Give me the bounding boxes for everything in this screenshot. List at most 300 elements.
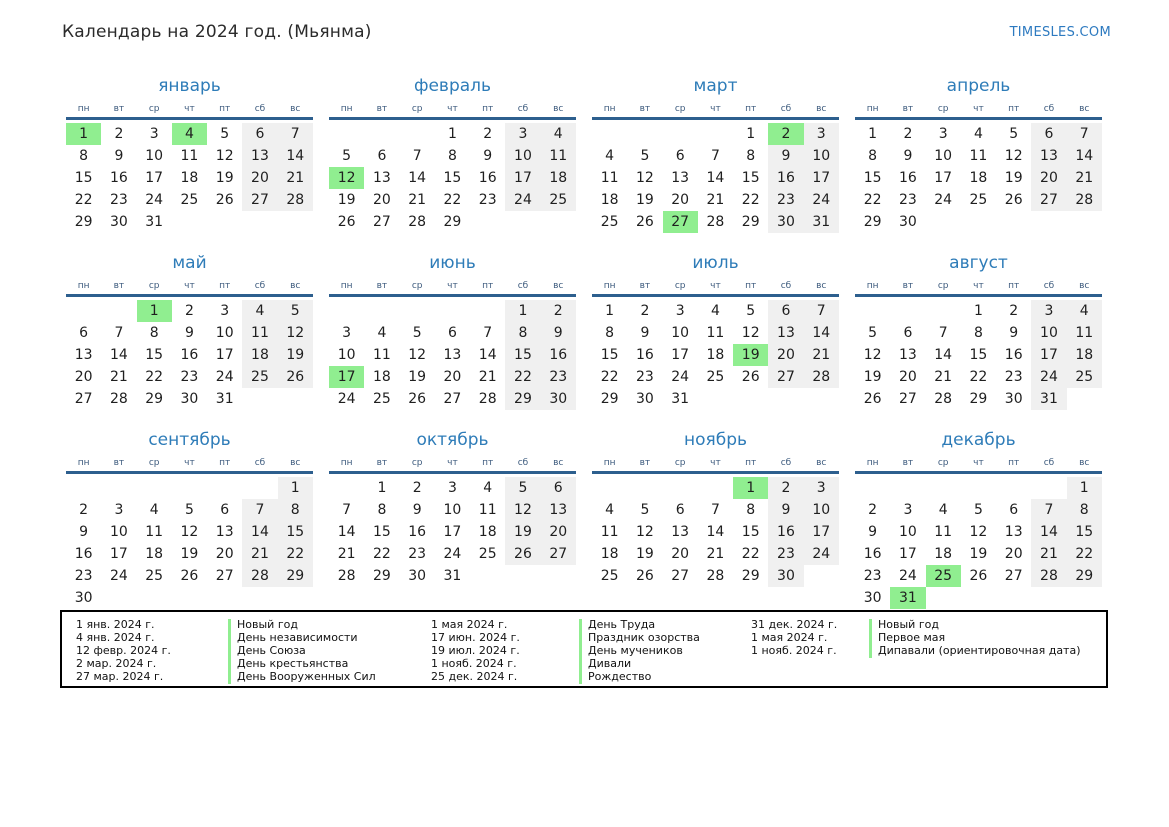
day-cell: 28 [478, 391, 497, 407]
day-empty [1031, 211, 1066, 233]
weekday-label: пн [603, 281, 616, 291]
legend-holiday-name: Новый год [228, 619, 298, 632]
day-cell: 13 [671, 524, 690, 540]
day-cell: 5 [746, 303, 756, 319]
day-empty [278, 587, 313, 609]
day-empty [926, 300, 961, 322]
day-empty [278, 388, 313, 410]
day-cell: 15 [741, 524, 760, 540]
day-cell: 24 [804, 189, 839, 211]
day-cell: 3 [149, 126, 159, 142]
day-cell: 25 [478, 546, 497, 562]
day-cell: 15 [969, 347, 988, 363]
day-cell: 20 [242, 167, 277, 189]
weekday-label: вт [902, 281, 914, 291]
day-empty [627, 123, 662, 145]
day-cell: 21 [706, 546, 725, 562]
day-cell: 21 [242, 543, 277, 565]
day-cell: 21 [706, 192, 725, 208]
day-cell: 8 [1067, 499, 1102, 521]
day-cell: 9 [640, 325, 650, 341]
weekday-rule [66, 471, 313, 474]
day-cell: 11 [372, 347, 391, 363]
day-cell: 16 [898, 170, 917, 186]
weekday-label: сб [1043, 104, 1055, 114]
day-cell: 23 [541, 366, 576, 388]
day-empty [470, 211, 505, 233]
weekday-label: ср [674, 281, 686, 291]
day-cell: 30 [635, 391, 654, 407]
weekday-rule [66, 117, 313, 120]
day-cell: 15 [278, 521, 313, 543]
weekday-label: сб [517, 104, 529, 114]
day-cell: 22 [600, 369, 619, 385]
day-cell: 23 [898, 192, 917, 208]
day-cell: 4 [242, 300, 277, 322]
day-cell: 6 [1031, 123, 1066, 145]
day-cell: 22 [372, 546, 391, 562]
day-empty [172, 211, 207, 233]
day-cell: 12 [741, 325, 760, 341]
day-cell: 2 [903, 126, 913, 142]
day-cell: 22 [443, 192, 462, 208]
day-empty [207, 587, 242, 609]
day-cell: 17 [898, 546, 917, 562]
day-cell: 17 [443, 524, 462, 540]
day-cell: 30 [180, 391, 199, 407]
day-cell: 1 [377, 480, 387, 496]
day-cell: 16 [635, 347, 654, 363]
day-cell: 24 [215, 369, 234, 385]
day-cell: 11 [180, 148, 199, 164]
day-cell: 3 [114, 502, 124, 518]
day-cell: 7 [342, 502, 352, 518]
day-cell: 14 [1031, 521, 1066, 543]
weekday-label: пт [1008, 281, 1020, 291]
day-cell: 30 [863, 590, 882, 606]
weekday-label: пт [219, 458, 231, 468]
day-cell: 27 [1031, 189, 1066, 211]
weekday-label: вт [113, 458, 125, 468]
day-cell: 7 [1067, 123, 1102, 145]
day-empty [242, 587, 277, 609]
day-empty [101, 300, 136, 322]
day-cell: 23 [863, 568, 882, 584]
weekday-label: пн [340, 281, 353, 291]
day-cell: 11 [541, 145, 576, 167]
weekday-label: пн [77, 458, 90, 468]
month-title: июль [692, 253, 739, 273]
weekday-label: пт [482, 458, 494, 468]
day-cell: 3 [220, 303, 230, 319]
weekday-label: сб [1043, 281, 1055, 291]
weekday-rule [592, 117, 839, 120]
weekday-label: сб [1043, 458, 1055, 468]
day-cell: 25 [926, 565, 961, 587]
weekday-label: ср [674, 104, 686, 114]
day-cell: 21 [1067, 167, 1102, 189]
day-cell: 27 [74, 391, 93, 407]
page-title: Календарь на 2024 год. (Мьянма) [62, 22, 372, 42]
day-cell: 23 [408, 546, 427, 562]
legend-row [431, 671, 751, 684]
day-cell: 18 [600, 546, 619, 562]
day-cell: 11 [478, 502, 497, 518]
day-cell: 13 [215, 524, 234, 540]
weekday-rule [855, 294, 1102, 297]
day-cell: 9 [1009, 325, 1019, 341]
day-cell: 23 [478, 192, 497, 208]
day-cell: 14 [706, 524, 725, 540]
day-cell: 3 [505, 123, 540, 145]
day-cell: 4 [483, 480, 493, 496]
day-cell: 22 [863, 192, 882, 208]
day-cell: 4 [973, 126, 983, 142]
day-cell: 24 [505, 189, 540, 211]
day-cell: 3 [342, 325, 352, 341]
day-cell: 15 [74, 170, 93, 186]
legend-holiday-name: День Труда [579, 619, 655, 632]
month-day-grid [329, 279, 576, 410]
day-cell: 7 [278, 123, 313, 145]
day-cell: 31 [1031, 388, 1066, 410]
day-cell: 28 [408, 214, 427, 230]
weekday-label: пн [77, 104, 90, 114]
weekday-label: вт [902, 104, 914, 114]
day-empty [996, 477, 1031, 499]
day-cell: 8 [605, 325, 615, 341]
weekday-label: ср [148, 104, 160, 114]
day-cell: 4 [938, 502, 948, 518]
day-cell: 10 [1031, 322, 1066, 344]
day-cell: 2 [868, 502, 878, 518]
day-cell: 1 [746, 126, 756, 142]
day-cell: 27 [1004, 568, 1023, 584]
weekday-label: пн [340, 458, 353, 468]
weekday-label: чт [710, 281, 721, 291]
day-cell: 7 [710, 148, 720, 164]
weekday-label: вс [553, 281, 564, 291]
day-cell: 26 [180, 568, 199, 584]
day-cell: 3 [447, 480, 457, 496]
day-empty [1031, 587, 1066, 609]
day-cell: 18 [372, 369, 391, 385]
day-cell: 11 [600, 524, 619, 540]
day-empty [207, 477, 242, 499]
day-cell: 1 [447, 126, 457, 142]
day-cell: 26 [635, 214, 654, 230]
day-cell: 28 [109, 391, 128, 407]
weekday-label: сб [254, 458, 266, 468]
day-cell: 7 [412, 148, 422, 164]
weekday-label: сб [254, 281, 266, 291]
day-cell: 13 [1031, 145, 1066, 167]
day-cell: 16 [74, 546, 93, 562]
weekday-label: пн [866, 458, 879, 468]
day-empty [207, 211, 242, 233]
day-cell: 22 [74, 192, 93, 208]
day-cell: 26 [278, 366, 313, 388]
weekday-label: чт [447, 281, 458, 291]
day-cell: 8 [505, 322, 540, 344]
legend-holiday-name: Дипавали (ориентировочная дата) [869, 645, 1081, 658]
day-cell: 20 [443, 369, 462, 385]
day-cell: 17 [804, 167, 839, 189]
weekday-label: ср [937, 458, 949, 468]
day-cell: 7 [114, 325, 124, 341]
day-cell: 6 [377, 148, 387, 164]
day-cell: 27 [671, 568, 690, 584]
month-day-grid [592, 279, 839, 410]
day-cell: 17 [934, 170, 953, 186]
day-cell: 26 [969, 568, 988, 584]
day-empty [996, 587, 1031, 609]
day-cell: 21 [109, 369, 128, 385]
day-cell: 20 [1004, 546, 1023, 562]
day-cell: 4 [541, 123, 576, 145]
day-cell: 7 [483, 325, 493, 341]
month-title: январь [158, 76, 221, 96]
day-cell: 16 [541, 344, 576, 366]
weekday-label: вс [1079, 458, 1090, 468]
day-cell: 20 [671, 546, 690, 562]
day-cell: 29 [863, 214, 882, 230]
weekday-label: сб [254, 104, 266, 114]
day-cell: 28 [1031, 565, 1066, 587]
day-cell: 1 [505, 300, 540, 322]
day-empty [855, 477, 890, 499]
day-cell: 9 [868, 524, 878, 540]
day-cell: 4 [149, 502, 159, 518]
month-february [329, 74, 576, 233]
day-cell: 15 [505, 344, 540, 366]
day-cell: 24 [109, 568, 128, 584]
legend-holiday-name: День крестьянства [228, 658, 348, 671]
weekday-label: пн [77, 281, 90, 291]
day-cell: 12 [329, 167, 364, 189]
day-cell: 25 [145, 568, 164, 584]
weekday-label: вс [553, 458, 564, 468]
day-cell: 6 [541, 477, 576, 499]
weekday-label: вт [639, 104, 651, 114]
day-cell: 29 [741, 568, 760, 584]
day-cell: 18 [600, 192, 619, 208]
day-cell: 29 [741, 214, 760, 230]
day-cell: 2 [640, 303, 650, 319]
weekday-label: сб [517, 458, 529, 468]
day-empty [137, 477, 172, 499]
day-cell: 6 [220, 502, 230, 518]
month-day-grid [855, 102, 1102, 233]
weekday-label: вс [290, 281, 301, 291]
day-cell: 24 [443, 546, 462, 562]
day-cell: 1 [733, 477, 768, 499]
day-cell: 19 [1004, 170, 1023, 186]
day-cell: 11 [145, 524, 164, 540]
day-cell: 25 [600, 568, 619, 584]
day-cell: 19 [863, 369, 882, 385]
day-empty [364, 123, 399, 145]
legend-group [751, 619, 1106, 686]
day-cell: 5 [1009, 126, 1019, 142]
day-cell: 27 [443, 391, 462, 407]
day-cell: 24 [804, 543, 839, 565]
day-cell: 4 [710, 303, 720, 319]
legend-holiday-name: Новый год [869, 619, 939, 632]
legend-date: 1 мая 2024 г. [751, 631, 828, 644]
day-cell: 4 [605, 502, 615, 518]
day-cell: 10 [145, 148, 164, 164]
day-cell: 6 [1009, 502, 1019, 518]
day-cell: 30 [408, 568, 427, 584]
day-cell: 7 [242, 499, 277, 521]
month-title: март [693, 76, 738, 96]
day-cell: 16 [1004, 347, 1023, 363]
day-cell: 4 [605, 148, 615, 164]
day-empty [470, 565, 505, 587]
day-empty [1031, 477, 1066, 499]
day-cell: 16 [109, 170, 128, 186]
day-cell: 20 [372, 192, 391, 208]
month-day-grid [592, 456, 839, 587]
legend-holiday-name: День Союза [228, 645, 306, 658]
day-empty [278, 211, 313, 233]
legend-date: 17 июн. 2024 г. [431, 631, 520, 644]
weekday-label: ср [148, 281, 160, 291]
day-empty [329, 300, 364, 322]
month-day-grid [592, 102, 839, 233]
day-cell: 30 [768, 565, 803, 587]
day-cell: 2 [114, 126, 124, 142]
month-october [329, 428, 576, 609]
day-empty [400, 300, 435, 322]
day-cell: 29 [505, 388, 540, 410]
weekday-label: вс [816, 104, 827, 114]
day-cell: 6 [768, 300, 803, 322]
day-cell: 3 [938, 126, 948, 142]
day-cell: 4 [172, 123, 207, 145]
weekday-label: пт [482, 281, 494, 291]
weekday-label: чт [184, 458, 195, 468]
day-cell: 13 [443, 347, 462, 363]
day-cell: 5 [868, 325, 878, 341]
weekday-label: ср [411, 281, 423, 291]
day-cell: 29 [969, 391, 988, 407]
day-empty [137, 587, 172, 609]
day-cell: 20 [1031, 167, 1066, 189]
day-empty [926, 587, 961, 609]
day-cell: 2 [483, 126, 493, 142]
month-may [66, 251, 313, 410]
day-cell: 31 [443, 568, 462, 584]
day-cell: 8 [79, 148, 89, 164]
day-cell: 13 [768, 322, 803, 344]
day-cell: 14 [408, 170, 427, 186]
day-empty [890, 300, 925, 322]
weekday-label: вт [376, 104, 388, 114]
day-cell: 10 [337, 347, 356, 363]
weekday-label: сб [780, 458, 792, 468]
day-cell: 30 [541, 388, 576, 410]
day-cell: 24 [934, 192, 953, 208]
day-cell: 27 [541, 543, 576, 565]
weekday-label: вс [290, 458, 301, 468]
day-cell: 4 [1067, 300, 1102, 322]
day-cell: 30 [768, 211, 803, 233]
day-cell: 20 [671, 192, 690, 208]
day-cell: 6 [79, 325, 89, 341]
day-empty [541, 211, 576, 233]
weekday-label: пн [603, 458, 616, 468]
day-cell: 24 [145, 192, 164, 208]
day-cell: 13 [372, 170, 391, 186]
day-cell: 8 [868, 148, 878, 164]
day-cell: 5 [220, 126, 230, 142]
day-cell: 2 [768, 123, 803, 145]
weekday-label: пн [866, 281, 879, 291]
day-cell: 3 [1031, 300, 1066, 322]
day-cell: 26 [1004, 192, 1023, 208]
day-cell: 29 [372, 568, 391, 584]
day-empty [804, 565, 839, 587]
weekday-label: пт [745, 281, 757, 291]
weekday-label: сб [517, 281, 529, 291]
day-cell: 23 [768, 543, 803, 565]
day-cell: 12 [408, 347, 427, 363]
day-cell: 14 [706, 170, 725, 186]
day-cell: 1 [278, 477, 313, 499]
weekday-label: пн [340, 104, 353, 114]
day-cell: 7 [938, 325, 948, 341]
day-empty [926, 477, 961, 499]
day-empty [961, 477, 996, 499]
day-cell: 20 [74, 369, 93, 385]
month-day-grid [66, 279, 313, 410]
day-cell: 5 [505, 477, 540, 499]
day-cell: 2 [184, 303, 194, 319]
weekday-label: сб [780, 281, 792, 291]
weekday-label: вт [376, 458, 388, 468]
site-link[interactable]: TIMESLES.COM [1009, 25, 1111, 40]
day-cell: 16 [180, 347, 199, 363]
day-cell: 27 [663, 211, 698, 233]
day-cell: 7 [1031, 499, 1066, 521]
day-empty [1067, 388, 1102, 410]
day-cell: 28 [337, 568, 356, 584]
day-cell: 15 [863, 170, 882, 186]
day-cell: 22 [145, 369, 164, 385]
day-cell: 7 [804, 300, 839, 322]
day-cell: 25 [541, 189, 576, 211]
weekday-label: пт [1008, 104, 1020, 114]
day-cell: 15 [443, 170, 462, 186]
day-cell: 8 [149, 325, 159, 341]
day-cell: 16 [863, 546, 882, 562]
day-cell: 16 [768, 521, 803, 543]
day-cell: 18 [706, 347, 725, 363]
day-cell: 19 [337, 192, 356, 208]
day-cell: 17 [329, 366, 364, 388]
day-cell: 30 [109, 214, 128, 230]
day-empty [66, 300, 101, 322]
day-empty [592, 477, 627, 499]
day-cell: 1 [868, 126, 878, 142]
weekday-label: чт [184, 281, 195, 291]
day-cell: 30 [1004, 391, 1023, 407]
day-cell: 19 [408, 369, 427, 385]
day-cell: 21 [478, 369, 497, 385]
day-cell: 10 [898, 524, 917, 540]
